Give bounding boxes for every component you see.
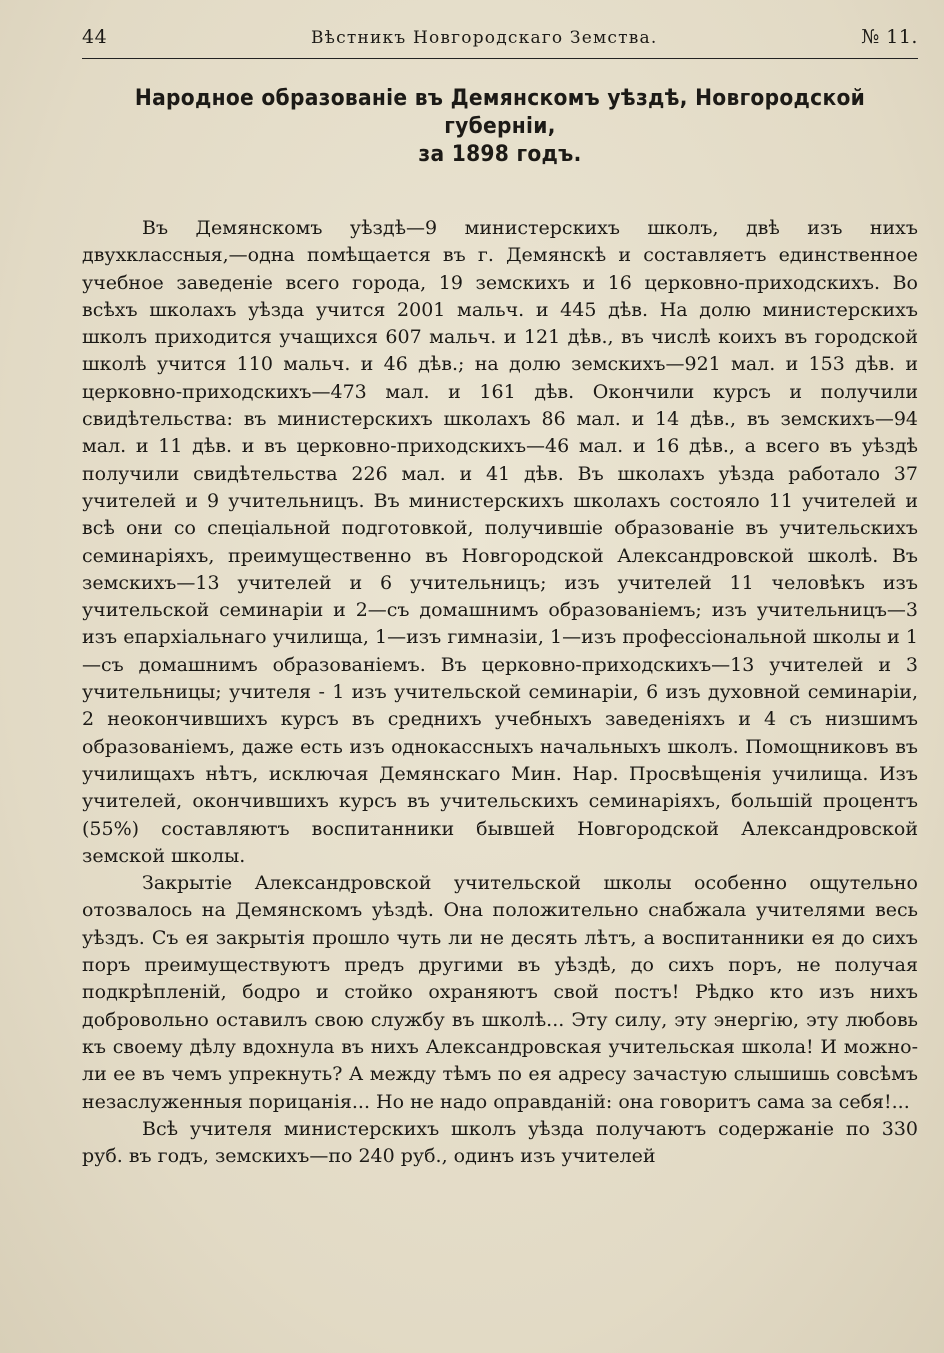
article-body	[82, 215, 918, 1170]
article-title-line-1: Народное образованіе въ Демянскомъ уѣздѣ, Новгородской губерніи,	[134, 86, 866, 139]
journal-title: Вѣстникъ Новгородскаго Земства.	[310, 28, 658, 48]
running-head	[82, 26, 918, 56]
paragraph-1: Въ Демянскомъ уѣздѣ—9 министерскихъ школъ, двѣ изъ нихъ двухклассныя,—одна помѣщается въ г. Демянскѣ и составляетъ единственное учебное заведеніе всего города, 19 земскихъ и 16 церковно-приходскихъ. Во всѣхъ школахъ уѣзда учится 2001 мальч. и 445 дѣв. На долю министерскихъ школъ приходится учащихся 607 мальч. и 121 дѣв., въ числѣ коихъ въ городской школѣ учится 110 мальч. и 46 дѣв.; на долю земскихъ—921 мал. и 153 дѣв. и церковно-приходскихъ—473 мал. и 161 дѣв. Окончили курсъ и получили свидѣтельства: въ министерскихъ школахъ 86 мал. и 14 дѣв., въ земскихъ—94 мал. и 11 дѣв. и въ церковно-приходскихъ—46 мал. и 16 дѣв., а всего въ уѣздѣ получили свидѣтельства 226 мал. и 41 дѣв. Въ школахъ уѣзда работало 37 учителей и 9 учительницъ. Въ министерскихъ школахъ состояло 11 учителей и всѣ они со спеціальной подготовкой, получившіе образованіе въ учительскихъ семинаріяхъ, преимущественно въ Новгородской Александровской школѣ. Въ земскихъ—13 учителей и 6 учительницъ; изъ учителей 11 человѣкъ изъ учительской семинаріи и 2—съ домашнимъ образованіемъ; изъ учительницъ—3 изъ епархіальнаго училища, 1—изъ гимназіи, 1—изъ профессіональной школы и 1—съ домашнимъ образованіемъ. Въ церковно-приходскихъ—13 учителей и 3 учительницы; учителя - 1 изъ учительской семинаріи, 6 изъ духовной семинаріи, 2 неокончившихъ курсъ въ среднихъ учебныхъ заведеніяхъ и 4 съ низшимъ образованіемъ, даже есть изъ однокассныхъ начальныхъ школъ. Помощниковъ въ училищахъ нѣтъ, исключая Демянскаго Мин. Нар. Просвѣщенія училища. Изъ учителей, окончившихъ курсъ въ учительскихъ семинаріяхъ, большій процентъ (55%) составляютъ воспитанники бывшей Новгородской Александровской земской школы.	[82, 217, 918, 867]
article-title	[115, 85, 884, 169]
issue-number: № 11.	[861, 26, 918, 48]
article-title-line-2: за 1898 годъ.	[418, 142, 582, 167]
paragraph-2: Закрытіе Александровской учительской школы особенно ощутельно отозвалось на Демянскомъ уѣздѣ. Она положительно снабжала учителями весь уѣздъ. Съ ея закрытія прошло чуть ли не десять лѣтъ, а воспитанники ея до сихъ поръ преимуществуютъ предъ другими въ уѣздѣ, до сихъ поръ, не получая подкрѣпленій, бодро и стойко охраняютъ свой постъ! Рѣдко кто изъ нихъ добровольно оставилъ свою службу въ школѣ... Эту силу, эту энергію, эту любовь къ своему дѣлу вдохнула въ нихъ Александровская учительская школа! И можно-ли ее въ чемъ упрекнуть? А между тѣмъ по ея адресу зачастую слышишь совсѣмъ незаслуженныя порицанія... Но не надо оправданій: она говоритъ сама за себя!...	[82, 872, 918, 1113]
paragraph-3: Всѣ учителя министерскихъ школъ уѣзда получаютъ содержаніе по 330 руб. въ годъ, земскихъ—по 240 руб., одинъ изъ учителей	[82, 1117, 918, 1168]
header-rule	[82, 58, 918, 59]
page-number: 44	[82, 26, 108, 48]
